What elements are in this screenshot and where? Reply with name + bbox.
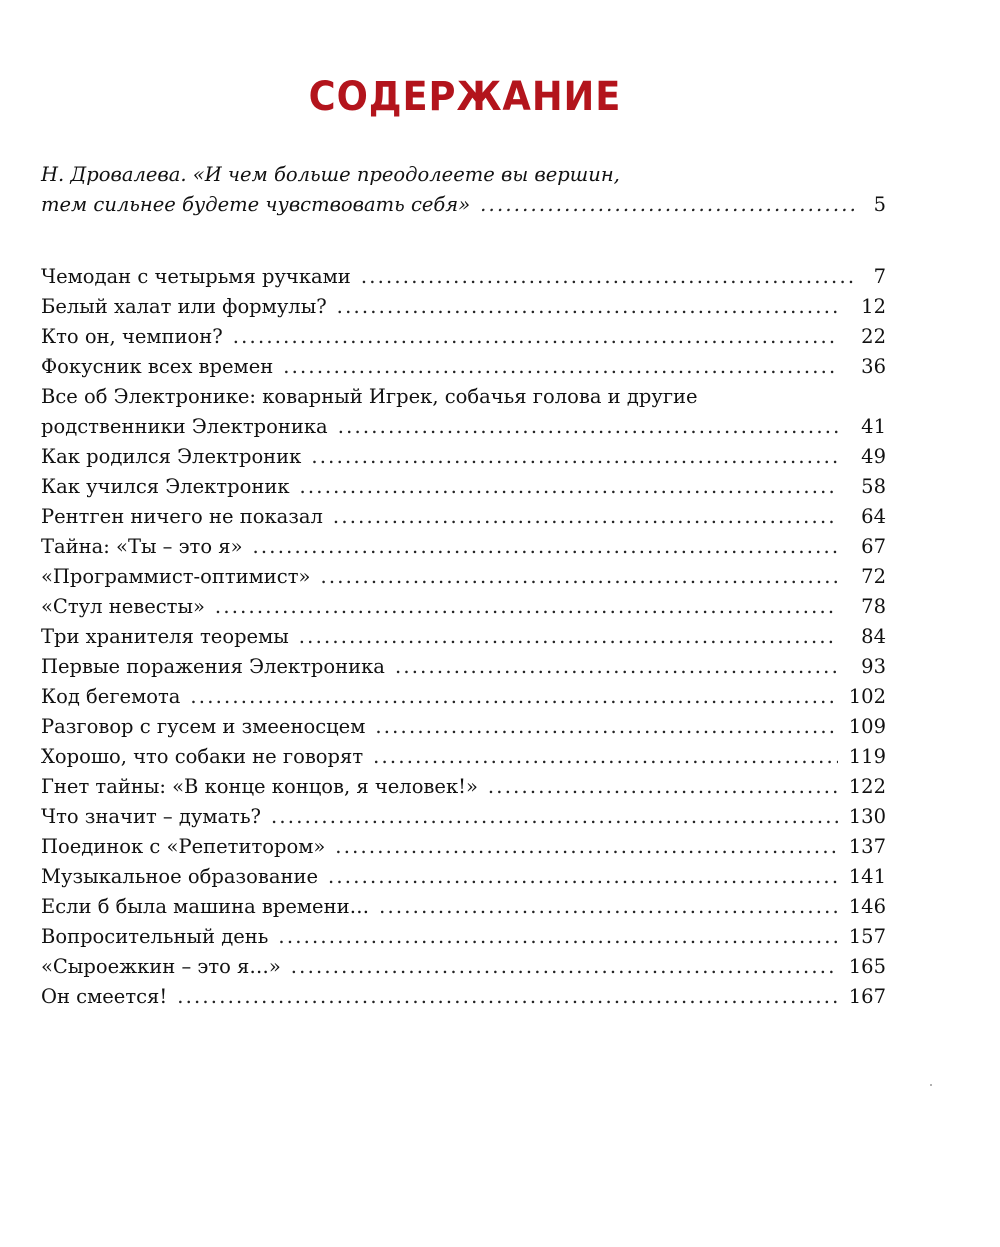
toc-entry bbox=[41, 502, 886, 532]
dot-leader bbox=[271, 802, 838, 832]
toc-entry-page-number: 22 bbox=[861, 325, 886, 348]
toc-entry bbox=[41, 952, 886, 982]
toc-entry bbox=[41, 772, 886, 802]
toc-entry-page-number: 67 bbox=[861, 535, 886, 558]
toc-entry bbox=[41, 622, 886, 652]
dot-leader bbox=[333, 502, 838, 532]
toc-entry-page-number: 84 bbox=[861, 625, 886, 648]
dot-leader bbox=[177, 982, 838, 1012]
toc-entry-page-number: 122 bbox=[848, 775, 886, 798]
toc-entry-title: Разговор с гусем и змееносцем bbox=[41, 715, 366, 738]
dot-leader bbox=[300, 472, 838, 502]
toc-entry bbox=[41, 982, 886, 1012]
toc-entry-row bbox=[41, 862, 886, 892]
toc-entry-title: Код бегемота bbox=[41, 685, 181, 708]
toc-entry-row bbox=[41, 442, 886, 472]
toc-entry-title: Кто он, чемпион? bbox=[41, 325, 223, 348]
preface-title: тем сильнее будете чувствовать себя» bbox=[41, 193, 471, 216]
toc-entry-title: Тайна: «Ты – это я» bbox=[41, 535, 243, 558]
toc-entry bbox=[41, 322, 886, 352]
dot-leader bbox=[375, 712, 838, 742]
toc-entry-row bbox=[41, 802, 886, 832]
dot-leader bbox=[283, 352, 838, 382]
toc-entry-title: Хорошо, что собаки не говорят bbox=[41, 745, 364, 768]
preface-line-1: Н. Дровалева. «И чем больше преодолеете вы вершин, bbox=[41, 163, 620, 186]
toc-entry-page-number: 109 bbox=[848, 715, 886, 738]
toc-entry-page-number: 119 bbox=[848, 745, 886, 768]
toc-entry-page-number: 157 bbox=[848, 925, 886, 948]
dot-leader bbox=[480, 190, 858, 220]
preface-line-2 bbox=[41, 190, 886, 220]
toc-entry-title: Рентген ничего не показал bbox=[41, 505, 323, 528]
toc-entry-title: Три хранителя теоремы bbox=[41, 625, 289, 648]
toc-entry bbox=[41, 442, 886, 472]
toc-entry-page-number: 137 bbox=[848, 835, 886, 858]
toc-entry bbox=[41, 382, 886, 442]
dot-leader bbox=[233, 322, 838, 352]
toc-entry-page-number: 36 bbox=[861, 355, 886, 378]
toc-entry bbox=[41, 472, 886, 502]
toc-entry-title: Он смеется! bbox=[41, 985, 168, 1008]
dot-leader bbox=[311, 442, 838, 472]
preface-page-number: 5 bbox=[873, 193, 886, 216]
toc-entry-page-number: 146 bbox=[848, 895, 886, 918]
toc-entry bbox=[41, 862, 886, 892]
toc-entries bbox=[41, 262, 886, 1012]
toc-entry bbox=[41, 592, 886, 622]
toc-entry-title: Как родился Электроник bbox=[41, 445, 302, 468]
toc-entry-page-number: 12 bbox=[861, 295, 886, 318]
toc-entry-row bbox=[41, 832, 886, 862]
toc-entry bbox=[41, 352, 886, 382]
toc-entry-title: Первые поражения Электроника bbox=[41, 655, 385, 678]
toc-entry-page-number: 165 bbox=[848, 955, 886, 978]
dot-leader bbox=[215, 592, 838, 622]
toc-entry-title: Белый халат или формулы? bbox=[41, 295, 327, 318]
toc-entry-page-number: 7 bbox=[873, 265, 886, 288]
dot-leader bbox=[337, 292, 838, 322]
toc-entry-page-number: 167 bbox=[848, 985, 886, 1008]
toc-entry-title: Как учился Электроник bbox=[41, 475, 290, 498]
toc-entry-page-number: 141 bbox=[848, 865, 886, 888]
dot-leader bbox=[361, 262, 858, 292]
toc-entry-page-number: 41 bbox=[861, 415, 886, 438]
toc-entry bbox=[41, 832, 886, 862]
toc-entry-page-number: 58 bbox=[861, 475, 886, 498]
table-of-contents bbox=[41, 160, 886, 1012]
toc-entry-title: родственники Электроника bbox=[41, 415, 328, 438]
toc-entry-row bbox=[41, 262, 886, 292]
toc-entry-row bbox=[41, 532, 886, 562]
toc-entry bbox=[41, 292, 886, 322]
toc-entry-title: Поединок с «Репетитором» bbox=[41, 835, 326, 858]
toc-entry-page-number: 64 bbox=[861, 505, 886, 528]
dot-leader bbox=[335, 832, 838, 862]
toc-entry-row bbox=[41, 712, 886, 742]
toc-entry bbox=[41, 712, 886, 742]
toc-entry bbox=[41, 532, 886, 562]
toc-entry-title: Чемодан с четырьмя ручками bbox=[41, 265, 351, 288]
dot-leader bbox=[395, 652, 838, 682]
toc-entry bbox=[41, 262, 886, 292]
toc-entry-row bbox=[41, 352, 886, 382]
toc-entry-row bbox=[41, 922, 886, 952]
page-speck bbox=[930, 1084, 932, 1086]
dot-leader bbox=[253, 532, 838, 562]
toc-entry bbox=[41, 562, 886, 592]
dot-leader bbox=[488, 772, 838, 802]
toc-entry-page-number: 93 bbox=[861, 655, 886, 678]
toc-entry-row bbox=[41, 592, 886, 622]
toc-entry-row bbox=[41, 742, 886, 772]
toc-entry-row bbox=[41, 772, 886, 802]
toc-entry-title: «Сыроежкин – это я…» bbox=[41, 955, 281, 978]
toc-entry bbox=[41, 922, 886, 952]
toc-entry-row bbox=[41, 682, 886, 712]
toc-entry bbox=[41, 652, 886, 682]
toc-entry-row bbox=[41, 652, 886, 682]
toc-entry-row bbox=[41, 622, 886, 652]
toc-entry bbox=[41, 892, 886, 922]
dot-leader bbox=[338, 412, 838, 442]
toc-entry-title: «Программист-оптимист» bbox=[41, 565, 311, 588]
dot-leader bbox=[328, 862, 838, 892]
toc-entry-row bbox=[41, 322, 886, 352]
toc-entry-title: Если б была машина времени… bbox=[41, 895, 370, 918]
toc-entry-title: «Стул невесты» bbox=[41, 595, 205, 618]
preface-entry bbox=[41, 160, 886, 220]
toc-entry-title: Что значит – думать? bbox=[41, 805, 262, 828]
dot-leader bbox=[278, 922, 838, 952]
toc-entry-row bbox=[41, 292, 886, 322]
toc-entry-title: Музыкальное образование bbox=[41, 865, 318, 888]
toc-entry-row bbox=[41, 562, 886, 592]
toc-entry-row bbox=[41, 982, 886, 1012]
dot-leader bbox=[299, 622, 838, 652]
toc-entry-title: Гнет тайны: «В конце концов, я человек!» bbox=[41, 775, 478, 798]
toc-entry-page-number: 72 bbox=[861, 565, 886, 588]
toc-entry-title-lead: Все об Электронике: коварный Игрек, собачья голова и другие bbox=[41, 385, 698, 408]
dot-leader bbox=[190, 682, 838, 712]
dot-leader bbox=[320, 562, 838, 592]
toc-entry-page-number: 78 bbox=[861, 595, 886, 618]
toc-entry-row bbox=[41, 952, 886, 982]
toc-entry bbox=[41, 742, 886, 772]
toc-entry bbox=[41, 682, 886, 712]
dot-leader bbox=[379, 892, 838, 922]
page-title: СОДЕРЖАНИЕ bbox=[308, 74, 622, 120]
dot-leader bbox=[291, 952, 838, 982]
toc-entry-row bbox=[41, 502, 886, 532]
toc-entry-title: Фокусник всех времен bbox=[41, 355, 274, 378]
toc-entry-row bbox=[41, 412, 886, 442]
toc-entry-page-number: 102 bbox=[848, 685, 886, 708]
toc-entry-page-number: 130 bbox=[848, 805, 886, 828]
toc-entry-row bbox=[41, 472, 886, 502]
toc-entry-page-number: 49 bbox=[861, 445, 886, 468]
toc-entry bbox=[41, 802, 886, 832]
dot-leader bbox=[373, 742, 838, 772]
toc-entry-title: Вопросительный день bbox=[41, 925, 269, 948]
toc-entry-row bbox=[41, 892, 886, 922]
